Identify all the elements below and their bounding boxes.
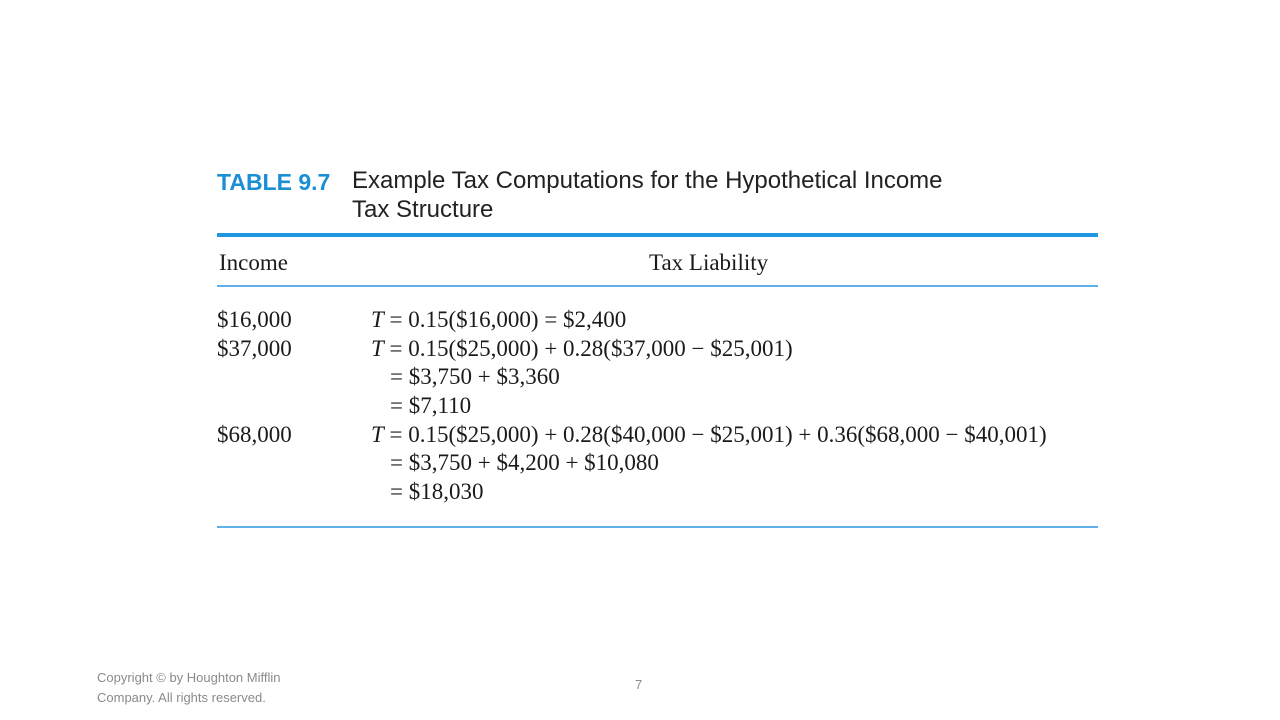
variable-t: T: [371, 421, 384, 447]
variable-t: T: [371, 307, 384, 333]
tax-expression: [371, 422, 1047, 448]
tax-expression: [371, 336, 793, 362]
table-row-continuation: [217, 449, 1117, 478]
table-caption: [217, 166, 1097, 224]
tax-expression-text: = 0.15($25,000) + 0.28($37,000 − $25,001): [389, 335, 793, 361]
table-label: TABLE 9.7: [217, 169, 331, 195]
tax-expression-text: = $3,750 + $4,200 + $10,080: [390, 450, 659, 476]
tax-expression-text: = 0.15($16,000) = $2,400: [389, 307, 627, 333]
table-top-rule: [217, 233, 1098, 237]
copyright-notice: [97, 668, 337, 708]
column-header-tax-liability: Tax Liability: [649, 250, 769, 275]
table-bottom-rule: [217, 526, 1098, 528]
income-cell: $37,000: [217, 335, 292, 361]
column-header-income: Income: [219, 250, 288, 275]
table-row-continuation: [217, 478, 1117, 507]
copyright-line-1: Copyright © by Houghton Mifflin: [97, 670, 281, 685]
variable-t: T: [371, 335, 384, 361]
table-title: [352, 166, 943, 224]
income-cell: $16,000: [217, 307, 292, 333]
table-title-line-1: Example Tax Computations for the Hypothetical Income: [352, 167, 943, 194]
header-rule: [217, 285, 1098, 287]
tax-expression-text: = $18,030: [390, 478, 484, 504]
income-cell: $68,000: [217, 421, 292, 447]
table-row: [217, 306, 1117, 335]
copyright-line-2: Company. All rights reserved.: [97, 690, 266, 705]
tax-expression-text: = $7,110: [390, 393, 472, 419]
table-row-continuation: [217, 363, 1117, 392]
table-title-line-2: Tax Structure: [352, 196, 494, 223]
table-body: [217, 306, 1117, 506]
page-number: 7: [635, 677, 643, 692]
tax-expression: [371, 307, 626, 333]
table-row: [217, 420, 1117, 449]
tax-expression-text: = $3,750 + $3,360: [390, 364, 560, 390]
tax-expression-text: = 0.15($25,000) + 0.28($40,000 − $25,001) + 0.36($68,000 − $40,001): [389, 421, 1047, 447]
table-row-continuation: [217, 392, 1117, 421]
table-row: [217, 335, 1117, 364]
